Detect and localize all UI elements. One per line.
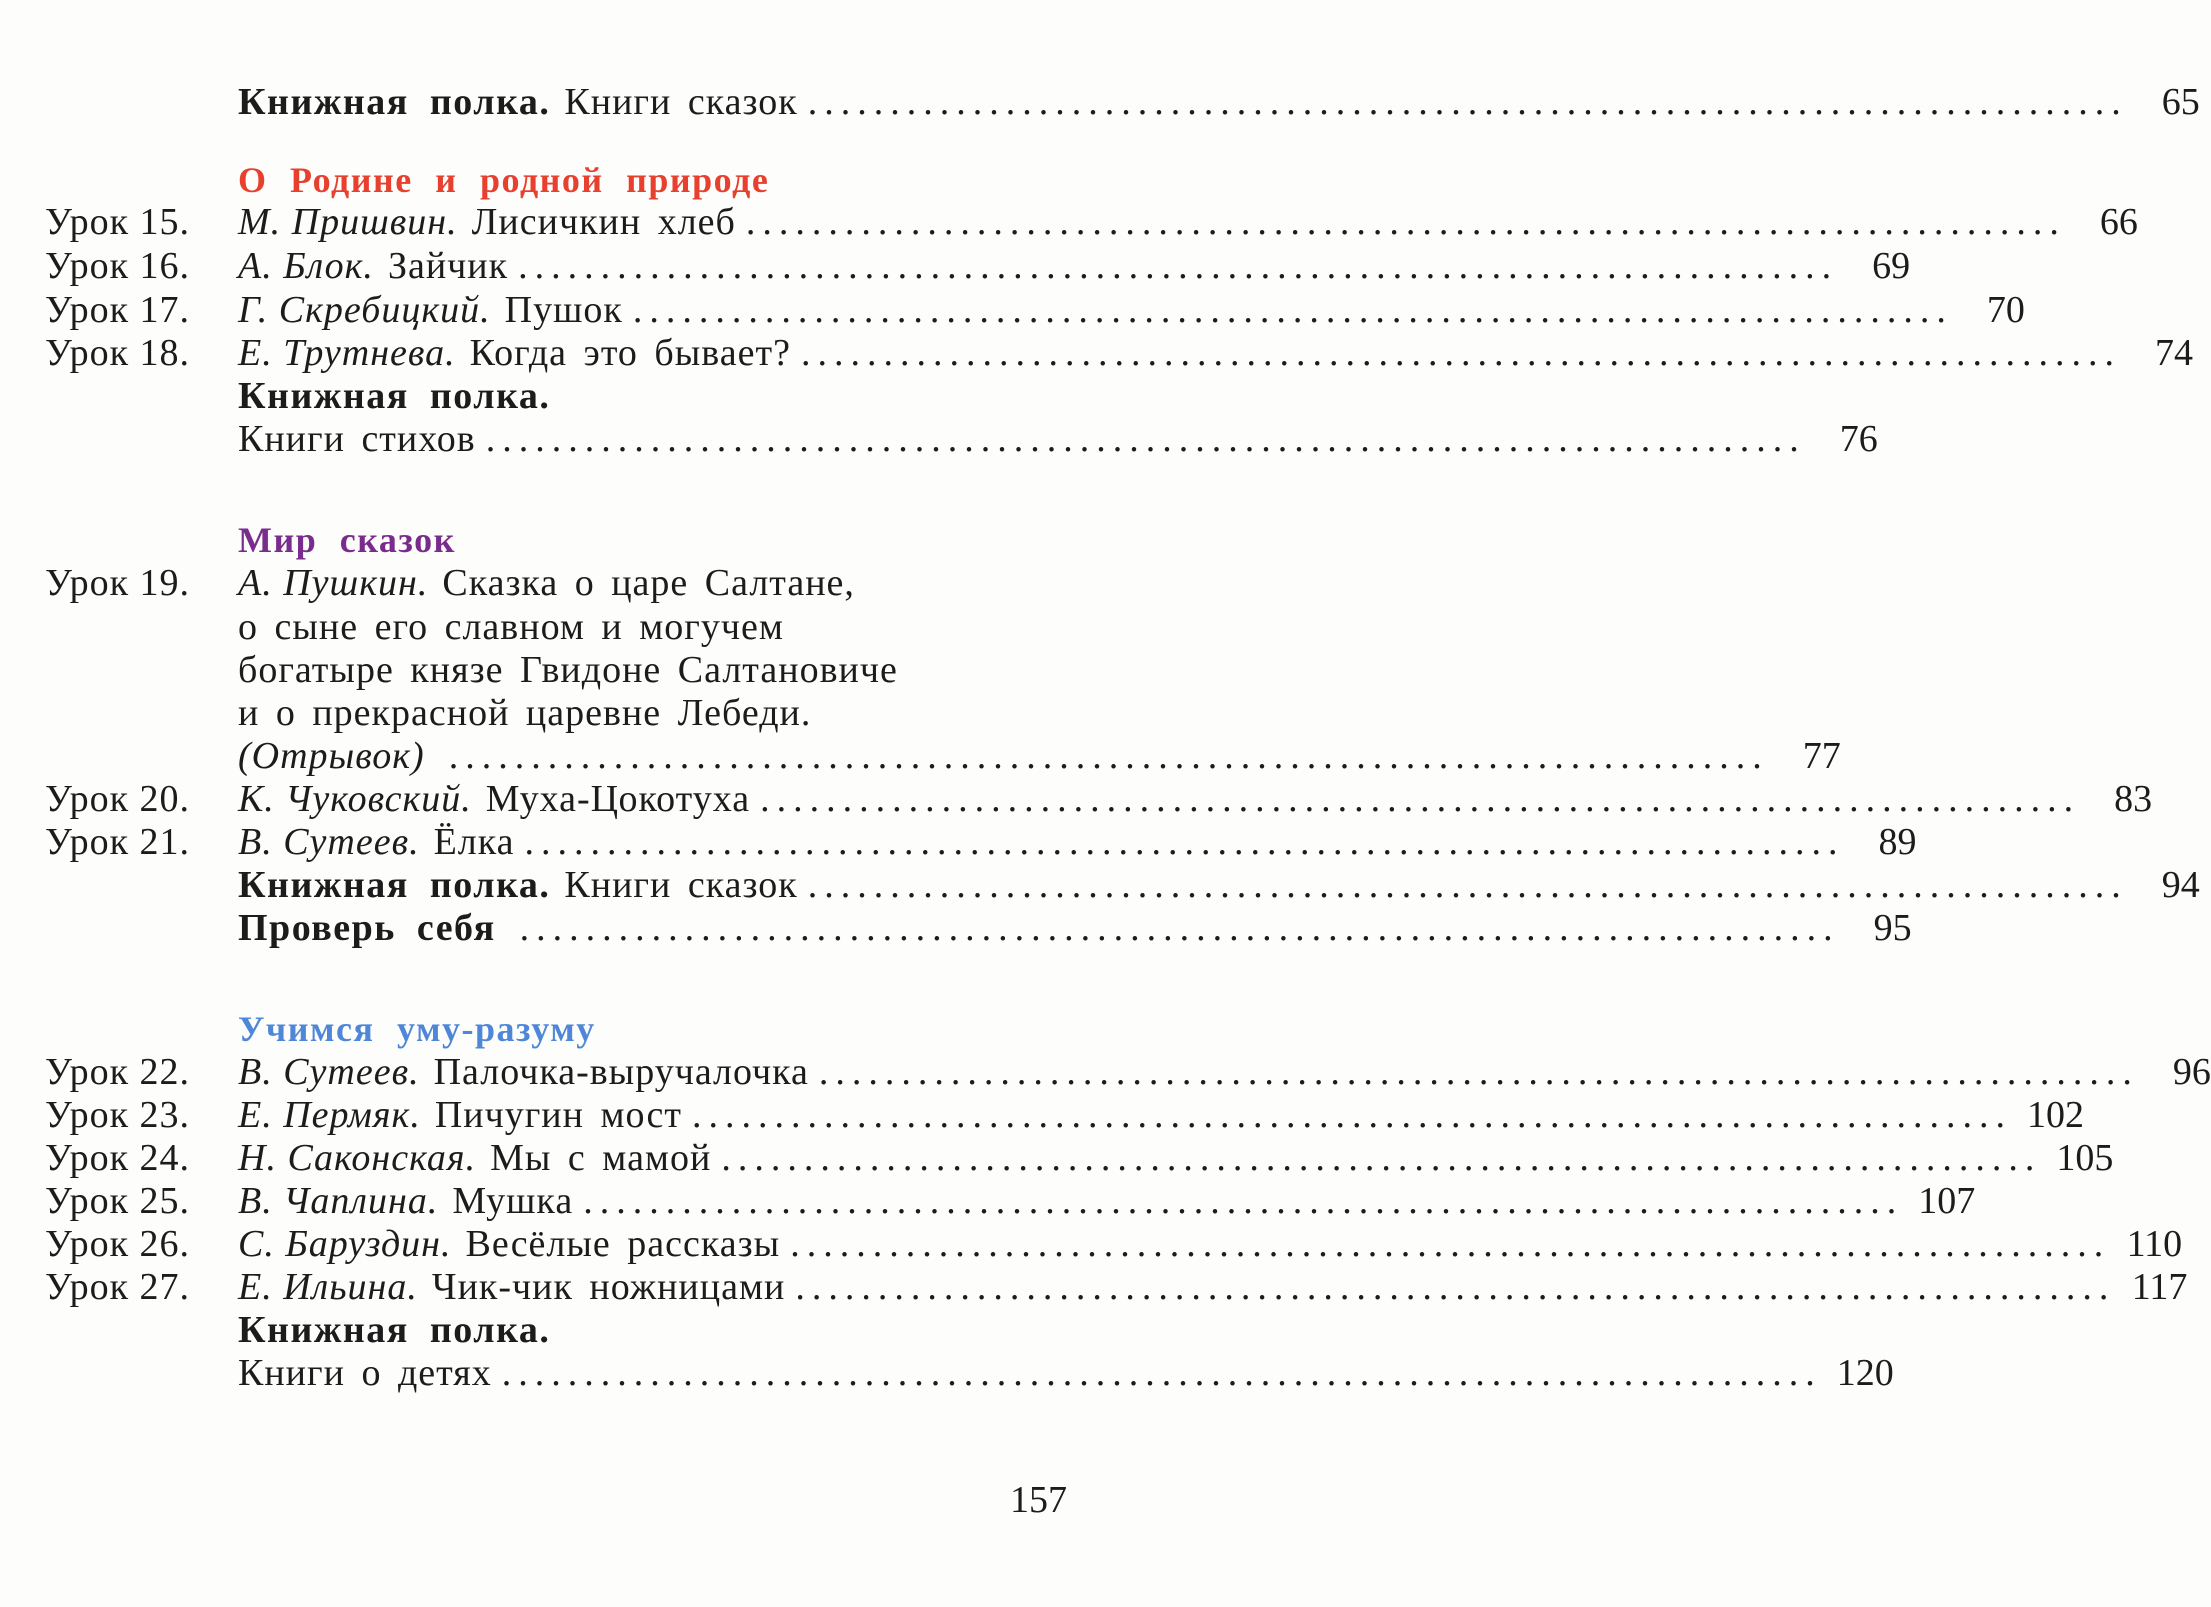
entry-title-line: о сыне его славном и могучем: [238, 606, 784, 648]
toc-entry-continuation: [0, 605, 1200, 649]
page-number: 105: [2056, 1137, 2114, 1179]
toc-entry: [0, 820, 1917, 864]
entry-author: А. Блок.: [238, 245, 374, 287]
toc-entry-self-check: [0, 906, 1912, 950]
lesson-number: Урок 15.: [45, 201, 191, 243]
toc-entry-bookshelf-title: [0, 1351, 1894, 1395]
toc-entry-bookshelf: [0, 863, 2200, 907]
page-number: 76: [1839, 418, 1878, 460]
dot-leader: ................................................................................: [524, 821, 1845, 863]
entry-title: Палочка-выручалочка: [433, 1051, 809, 1093]
toc-entry: [0, 1179, 1976, 1223]
entry-author: К. Чуковский.: [238, 778, 472, 820]
toc-entry: [0, 1093, 2084, 1137]
dot-leader: ................................................................................: [721, 1137, 2042, 1179]
entry-title: Ёлка: [433, 821, 515, 863]
dot-leader: ................................................................................: [807, 864, 2128, 906]
entry-author: В. Сутеев.: [238, 821, 420, 863]
lesson-number: Урок 25.: [45, 1180, 191, 1222]
lesson-number: Урок 23.: [45, 1094, 191, 1136]
page-number: 117: [2131, 1266, 2188, 1308]
dot-leader: ................................................................................: [485, 418, 1806, 460]
entry-title: Чик-чик ножницами: [431, 1266, 786, 1308]
toc-entry: [0, 1136, 2114, 1180]
dot-leader: ................................................................................: [501, 1352, 1822, 1394]
entry-title: Книги стихов: [238, 418, 476, 460]
page-number: 107: [1918, 1180, 1976, 1222]
entry-author: А. Пушкин.: [238, 562, 429, 604]
entry-title: Книги сказок: [564, 81, 798, 123]
entry-title: Мушка: [452, 1180, 574, 1222]
lesson-number: Урок 20.: [45, 778, 191, 820]
section-heading-homeland: О Родине и родной природе: [238, 160, 770, 200]
entry-author: Г. Скребицкий.: [238, 289, 491, 331]
bookshelf-label: Книжная полка.: [238, 81, 551, 123]
page-number: 120: [1836, 1352, 1894, 1394]
toc-entry: [0, 1222, 2183, 1266]
page-number: 89: [1878, 821, 1917, 863]
page-number: 96: [2172, 1051, 2211, 1093]
page-number: 102: [2026, 1094, 2084, 1136]
dot-leader: ................................................................................: [448, 735, 1769, 777]
toc-entry-continuation: [0, 734, 1841, 778]
dot-leader: ................................................................................: [691, 1094, 2012, 1136]
page-number: 69: [1872, 245, 1911, 287]
toc-entry: [0, 1265, 2188, 1309]
lesson-number: Урок 17.: [45, 289, 191, 331]
entry-author: В. Чаплина.: [238, 1180, 439, 1222]
entry-title: Муха-Цокотуха: [485, 778, 751, 820]
lesson-number: Урок 18.: [45, 332, 191, 374]
entry-title: Весёлые рассказы: [465, 1223, 781, 1265]
toc-entry: [0, 200, 2138, 244]
dot-leader: ................................................................................: [583, 1180, 1904, 1222]
toc-entry: [0, 777, 2153, 821]
dot-leader: ................................................................................: [795, 1266, 2116, 1308]
toc-entry-continuation: [0, 691, 1200, 735]
dot-leader: ................................................................................: [632, 289, 1953, 331]
section-heading-fairy-tales: Мир сказок: [238, 520, 456, 560]
dot-leader: ................................................................................: [518, 245, 1839, 287]
entry-title: Мы с мамой: [490, 1137, 712, 1179]
bookshelf-label: Книжная полка.: [238, 375, 551, 417]
entry-title: Книги сказок: [564, 864, 798, 906]
bookshelf-label: Книжная полка.: [238, 1309, 551, 1351]
lesson-number: Урок 24.: [45, 1137, 191, 1179]
entry-excerpt-note: (Отрывок): [238, 735, 425, 777]
dot-leader: ................................................................................: [745, 201, 2066, 243]
page-number: 65: [2161, 81, 2200, 123]
entry-author: В. Сутеев.: [238, 1051, 420, 1093]
page-number: 95: [1873, 907, 1912, 949]
entry-title: Зайчик: [387, 245, 509, 287]
lesson-number: Урок 27.: [45, 1266, 191, 1308]
entry-author: Е. Трутнева.: [238, 332, 456, 374]
entry-author: Н. Саконская.: [238, 1137, 477, 1179]
toc-entry: [0, 288, 2025, 332]
page-number: 94: [2161, 864, 2200, 906]
entry-title-line: Сказка о царе Салтане,: [442, 562, 855, 604]
dot-leader: ................................................................................: [807, 81, 2128, 123]
dot-leader: ................................................................................: [790, 1223, 2111, 1265]
toc-entry-bookshelf: [0, 1308, 1200, 1352]
entry-title: Лисичкин хлеб: [471, 201, 736, 243]
entry-author: Е. Пермяк.: [238, 1094, 421, 1136]
dot-leader: ................................................................................: [818, 1051, 2139, 1093]
page-number: 77: [1802, 735, 1841, 777]
entry-title: Пушок: [504, 289, 623, 331]
lesson-number: Урок 26.: [45, 1223, 191, 1265]
lesson-number: Урок 19.: [45, 562, 191, 604]
toc-entry-continuation: [0, 648, 1200, 692]
entry-title-line: богатыре князе Гвидоне Салтановиче: [238, 649, 898, 691]
entry-author: С. Баруздин.: [238, 1223, 452, 1265]
page-number: 83: [2114, 778, 2153, 820]
toc-entry: [0, 244, 1911, 288]
page-number: 74: [2154, 332, 2193, 374]
self-check-label: Проверь себя: [238, 907, 496, 949]
section-heading-learning: Учимся уму-разуму: [238, 1009, 596, 1049]
page-number: 110: [2126, 1223, 2183, 1265]
entry-title-line: и о прекрасной царевне Лебеди.: [238, 692, 812, 734]
toc-entry: [0, 331, 2193, 375]
dot-leader: ................................................................................: [760, 778, 2081, 820]
dot-leader: ................................................................................: [519, 907, 1840, 949]
toc-entry: [0, 561, 1200, 605]
entry-title: Когда это бывает?: [469, 332, 791, 374]
entry-author: Е. Ильина.: [238, 1266, 418, 1308]
lesson-number: Урок 16.: [45, 245, 191, 287]
entry-title: Пичугин мост: [434, 1094, 682, 1136]
toc-entry: [0, 1050, 2211, 1094]
entry-title: Книги о детях: [238, 1352, 492, 1394]
page-folio-number: 157: [1010, 1479, 1067, 1521]
lesson-number: Урок 21.: [45, 821, 191, 863]
page-number: 70: [1986, 289, 2025, 331]
entry-author: М. Пришвин.: [238, 201, 458, 243]
dot-leader: ................................................................................: [800, 332, 2121, 374]
toc-entry-bookshelf: [0, 374, 1200, 418]
page-number: 66: [2099, 201, 2138, 243]
toc-entry-bookshelf: [0, 80, 2200, 124]
toc-entry-bookshelf-title: [0, 417, 1878, 461]
lesson-number: Урок 22.: [45, 1051, 191, 1093]
bookshelf-label: Книжная полка.: [238, 864, 551, 906]
